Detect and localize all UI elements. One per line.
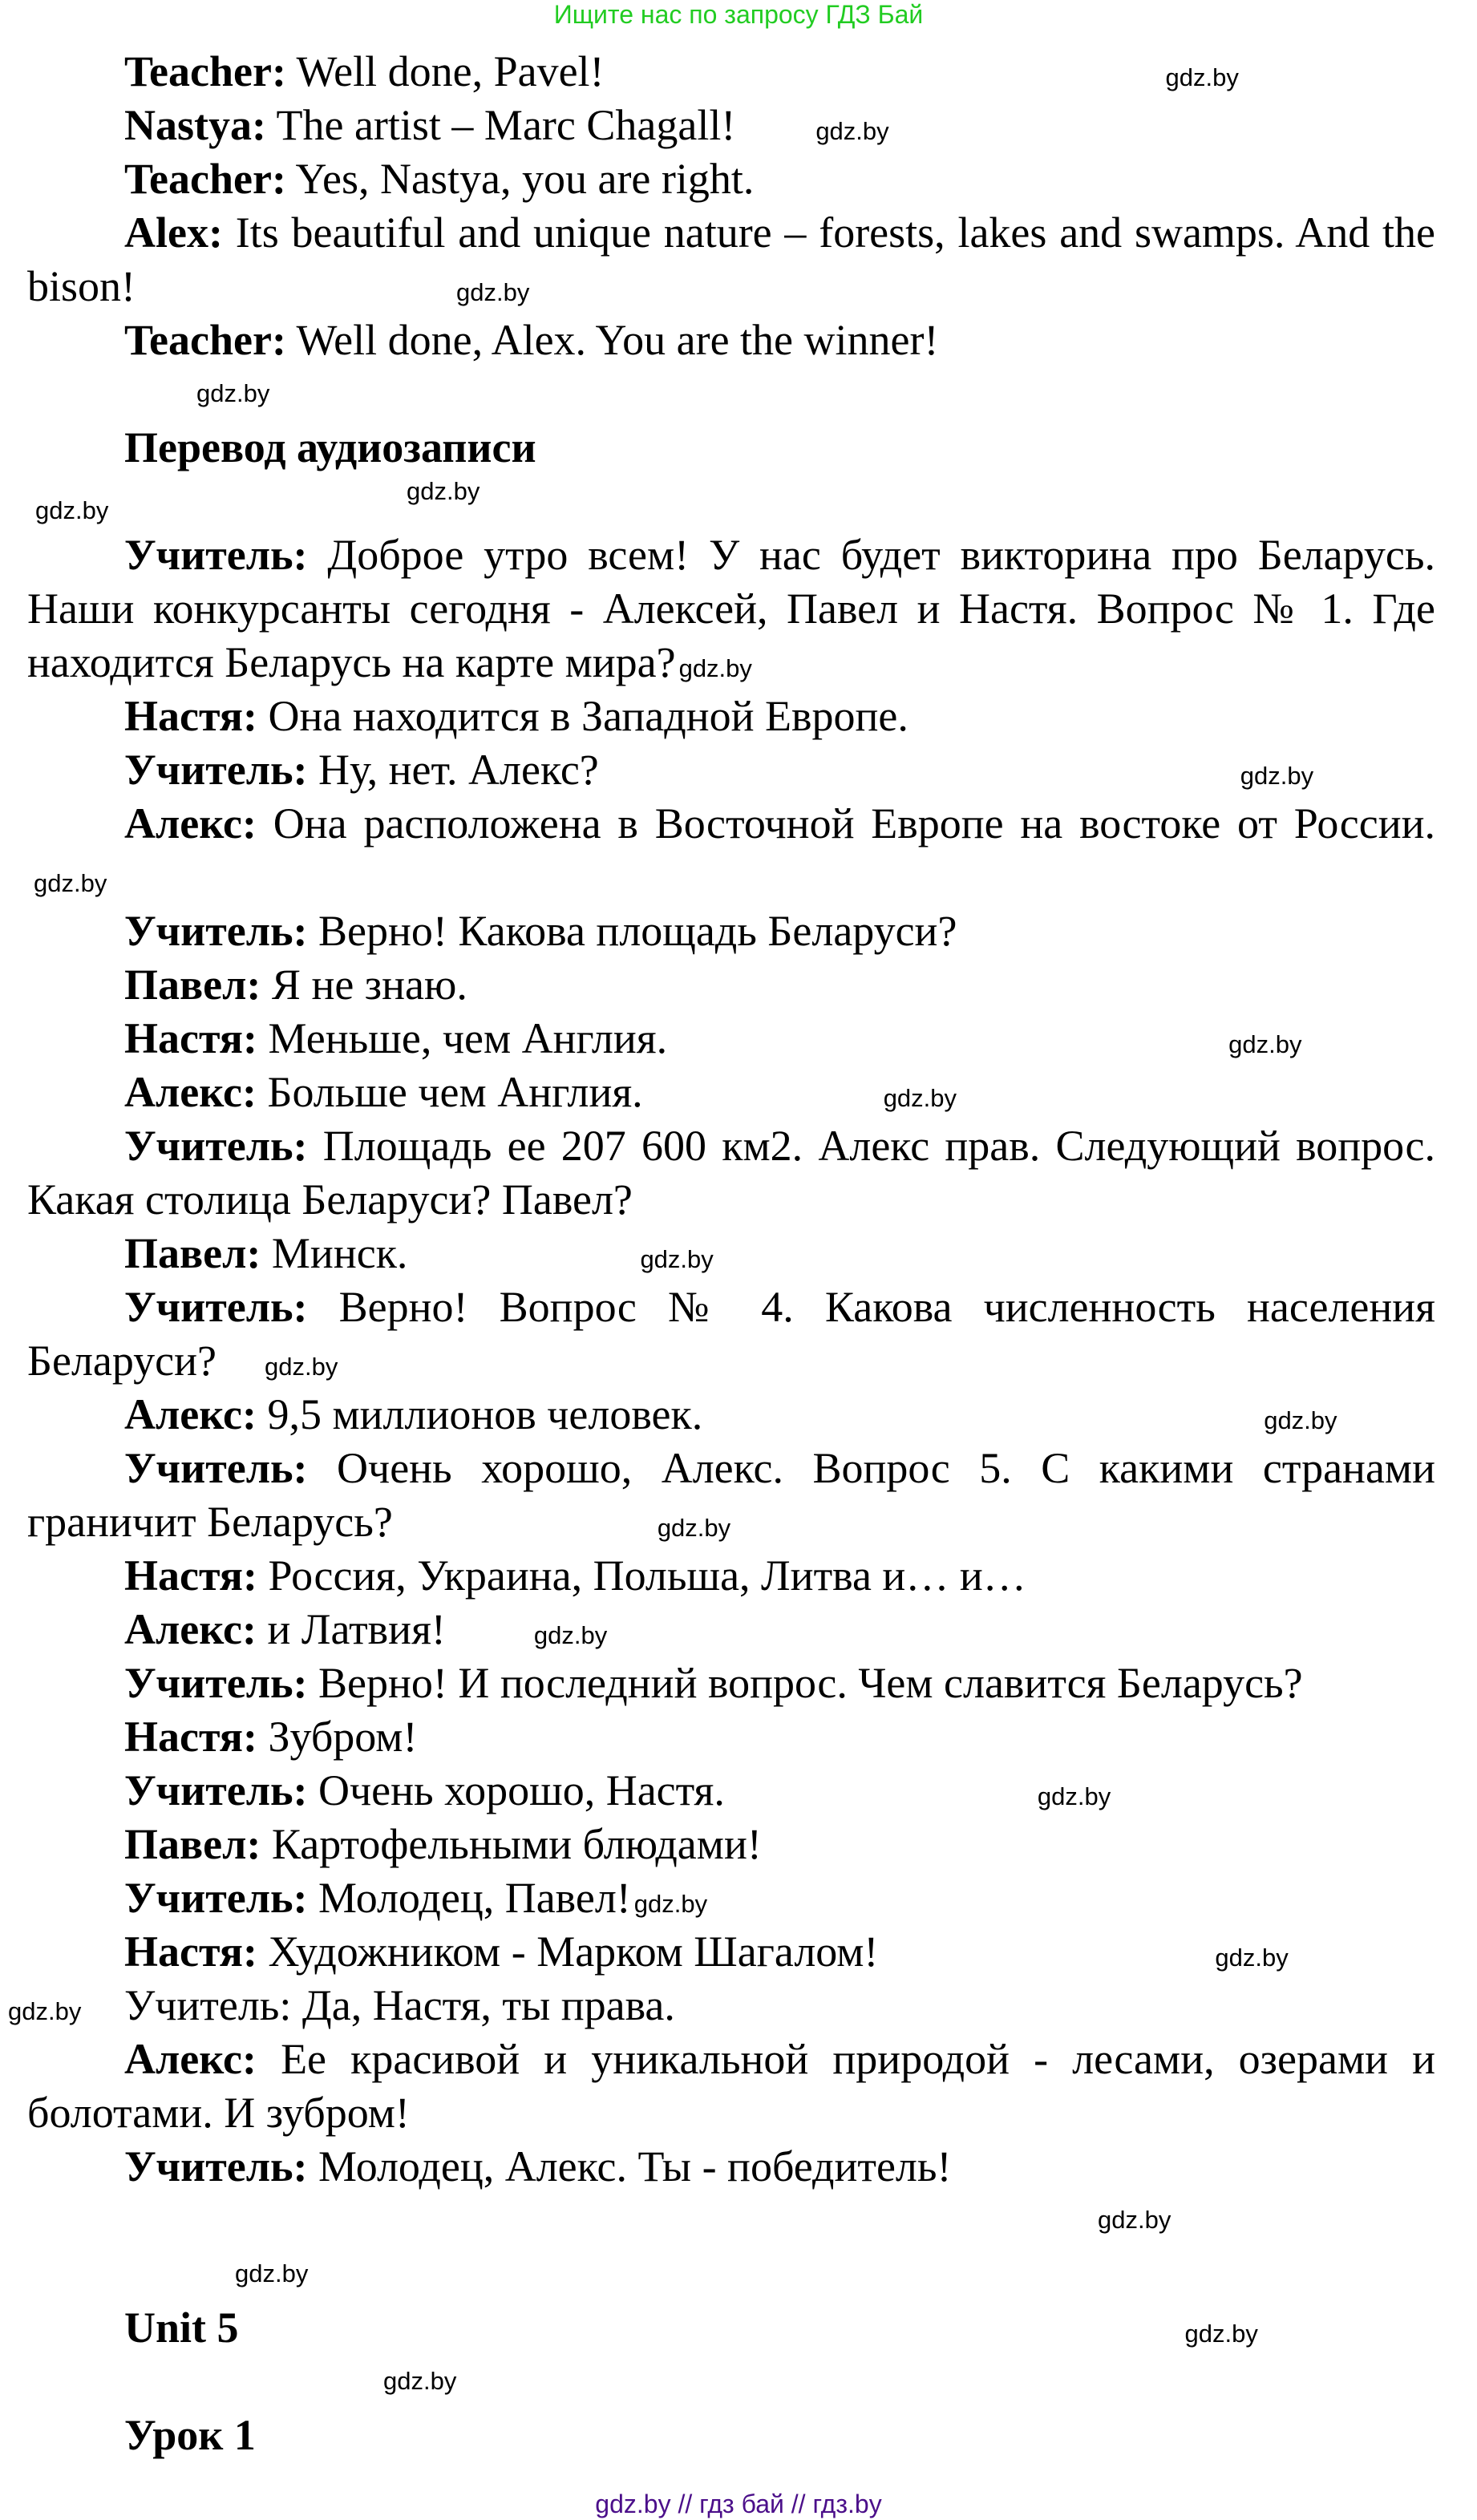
unit-heading [27,2301,1435,2355]
document-body [8,45,1435,2462]
dialogue-line [27,1227,1435,1280]
line-text: Она расположена в Восточной Европе на востоке от России. [256,799,1435,847]
dialogue-line [27,1710,1435,1764]
dialogue-line [27,152,1435,206]
speaker-name: Настя: [124,692,257,740]
line-text: и Латвия! [256,1605,446,1653]
unit-heading-text: Unit 5 [124,2304,239,2352]
blank-line [27,2194,1435,2247]
line-text: Она находится в Западной Европе. [257,692,908,740]
speaker-name: Павел: [124,1820,261,1868]
dialogue-line [27,743,1435,797]
blank-line [27,367,1435,421]
line-text: Верно! Вопрос № 4. Какова численность населения Беларуси? [27,1283,1435,1385]
blank-line [27,2355,1435,2409]
dialogue-line [27,206,1435,313]
dialogue-line [27,690,1435,743]
dialogue-line [27,1066,1435,1119]
dialogue-line [27,1012,1435,1066]
speaker-name: Настя: [124,1014,257,1062]
line-text: Well done, Alex. You are the winner! [285,316,939,364]
dialogue-line [27,904,1435,958]
speaker-name: Учитель: [124,746,308,794]
lesson-heading: Урок 1 [124,2411,256,2459]
line-text: 9,5 миллионов человек. [256,1390,703,1438]
line-text: Очень хорошо, Настя. [307,1766,725,1814]
watermark: gdz.by [1240,762,1314,790]
speaker-name: Алекс: [124,799,257,847]
speaker-name: Алекс: [124,1390,257,1438]
watermark: gdz.by [1098,2206,1171,2234]
speaker-name: Alex: [124,208,223,257]
blank-line [27,475,1435,528]
speaker-name: Учитель: [124,1659,308,1707]
translation-heading: Перевод аудиозаписи [124,423,536,471]
line-text: Картофельными блюдами! [261,1820,762,1868]
line-text: The artist – Marc Chagall! [265,101,736,149]
watermark: gdz.by [1037,1782,1111,1810]
line-text: Ну, нет. Алекс? [307,746,599,794]
line-text: Художником - Марком Шагалом! [257,1927,879,1976]
dialogue-line [27,1549,1435,1603]
line-text: Меньше, чем Англия. [257,1014,668,1062]
dialogue-line [8,1979,1435,2033]
dialogue-line [27,2033,1435,2140]
dialogue-line [27,1764,1435,1818]
line-text: Yes, Nastya, you are right. [285,155,755,203]
dialogue-line [27,99,1435,152]
blank-line [27,2247,1435,2301]
watermark: gdz.by [1165,63,1239,91]
speaker-name: Павел: [124,961,261,1009]
line-text: Площадь ее 207 600 км2. Алекс прав. Следующий вопрос. Какая столица Беларуси? Павел? [27,1122,1435,1224]
line-text: Больше чем Англия. [256,1068,643,1116]
speaker-name: Алекс: [124,2035,257,2083]
line-text: Its beautiful and unique nature – forests, lakes and swamps. And the bison! [27,208,1435,310]
dialogue-line [27,1603,1435,1656]
dialogue-line [27,528,1435,690]
watermark: gdz.by [196,379,270,407]
dialogue-line [27,1818,1435,1871]
line-text: Верно! Какова площадь Беларуси? [307,907,957,955]
line-text: Я не знаю. [261,961,467,1009]
line-text: Россия, Украина, Польша, Литва и… и… [257,1551,1026,1600]
dialogue-line [27,958,1435,1012]
line-text: Минск. [261,1229,408,1277]
dialogue-line [27,1280,1435,1388]
line-text: Зубром! [257,1713,418,1761]
watermark: gdz.by [35,496,109,524]
watermark: gdz.by [678,654,752,682]
line-text: Ее красивой и уникальной природой - лесами, озерами и болотами. И зубром! [27,2035,1435,2137]
speaker-name: Учитель: [124,2142,308,2190]
watermark: gdz.by [883,1084,957,1112]
dialogue-line [27,1925,1435,1979]
watermark: gdz.by [640,1245,714,1273]
watermark: gdz.by [1264,1406,1337,1434]
watermark: gdz.by [815,117,889,145]
watermark: gdz.by [456,278,530,306]
watermark: gdz.by [235,2259,309,2287]
speaker-name: Учитель: [124,531,308,579]
footer-links[interactable]: gdz.by // гдз бай // гдз.by [595,2490,882,2518]
dialogue-line [27,1442,1435,1549]
watermark: gdz.by [265,1353,338,1381]
speaker-name: Настя: [124,1713,257,1761]
dialogue-line [27,2140,1435,2194]
speaker-name: Учитель: [124,907,308,955]
dialogue-line [27,1871,1435,1925]
speaker-name: Настя: [124,1927,257,1976]
dialogue-line [27,1388,1435,1442]
speaker-name: Алекс: [124,1068,257,1116]
dialogue-line [27,1119,1435,1227]
watermark: gdz.by [1228,1030,1302,1058]
watermark: gdz.by [657,1514,731,1542]
dialogue-line [27,45,1435,99]
speaker-name: Учитель: [124,1874,308,1922]
line-text: Молодец, Павел! [307,1874,631,1922]
line-text: Доброе утро всем! У нас будет викторина про Беларусь. Наши конкурсанты сегодня - Алексей, Павел и Настя. Вопрос № 1. Где находится Беларусь на карте мира? [27,531,1435,686]
watermark: gdz.by [407,477,480,505]
speaker-name: Настя: [124,1551,257,1600]
dialogue-line [27,1656,1435,1710]
watermark: gdz.by [8,1997,82,2025]
top-banner[interactable]: Ищите нас по запросу ГДЗ Бай [553,0,924,29]
line-text: Учитель: Да, Настя, ты права. [124,1981,675,2029]
speaker-name: Nastya: [124,101,266,149]
line-text: Очень хорошо, Алекс. Вопрос 5. С какими странами граничит Беларусь? [27,1444,1435,1546]
english-dialogue [27,45,1435,367]
watermark: gdz.by [383,2367,457,2395]
speaker-name: Teacher: [124,316,286,364]
line-text: Верно! И последний вопрос. Чем славится Беларусь? [307,1659,1303,1707]
speaker-name: Учитель: [124,1444,308,1492]
watermark: gdz.by [1215,1944,1289,1972]
watermark: gdz.by [1184,2320,1258,2348]
speaker-name: Учитель: [124,1766,308,1814]
watermark: gdz.by [34,869,107,897]
speaker-name: Учитель: [124,1122,308,1170]
speaker-name: Павел: [124,1229,261,1277]
translation-dialogue [8,528,1435,2194]
speaker-name: Teacher: [124,155,286,203]
speaker-name: Teacher: [124,47,286,95]
watermark: gdz.by [633,1890,708,1918]
dialogue-line [27,313,1435,367]
line-text: Well done, Pavel! [285,47,605,95]
speaker-name: Алекс: [124,1605,257,1653]
dialogue-line [27,797,1435,904]
speaker-name: Учитель: [124,1283,308,1331]
line-text: Молодец, Алекс. Ты - победитель! [307,2142,952,2190]
watermark: gdz.by [533,1621,608,1649]
